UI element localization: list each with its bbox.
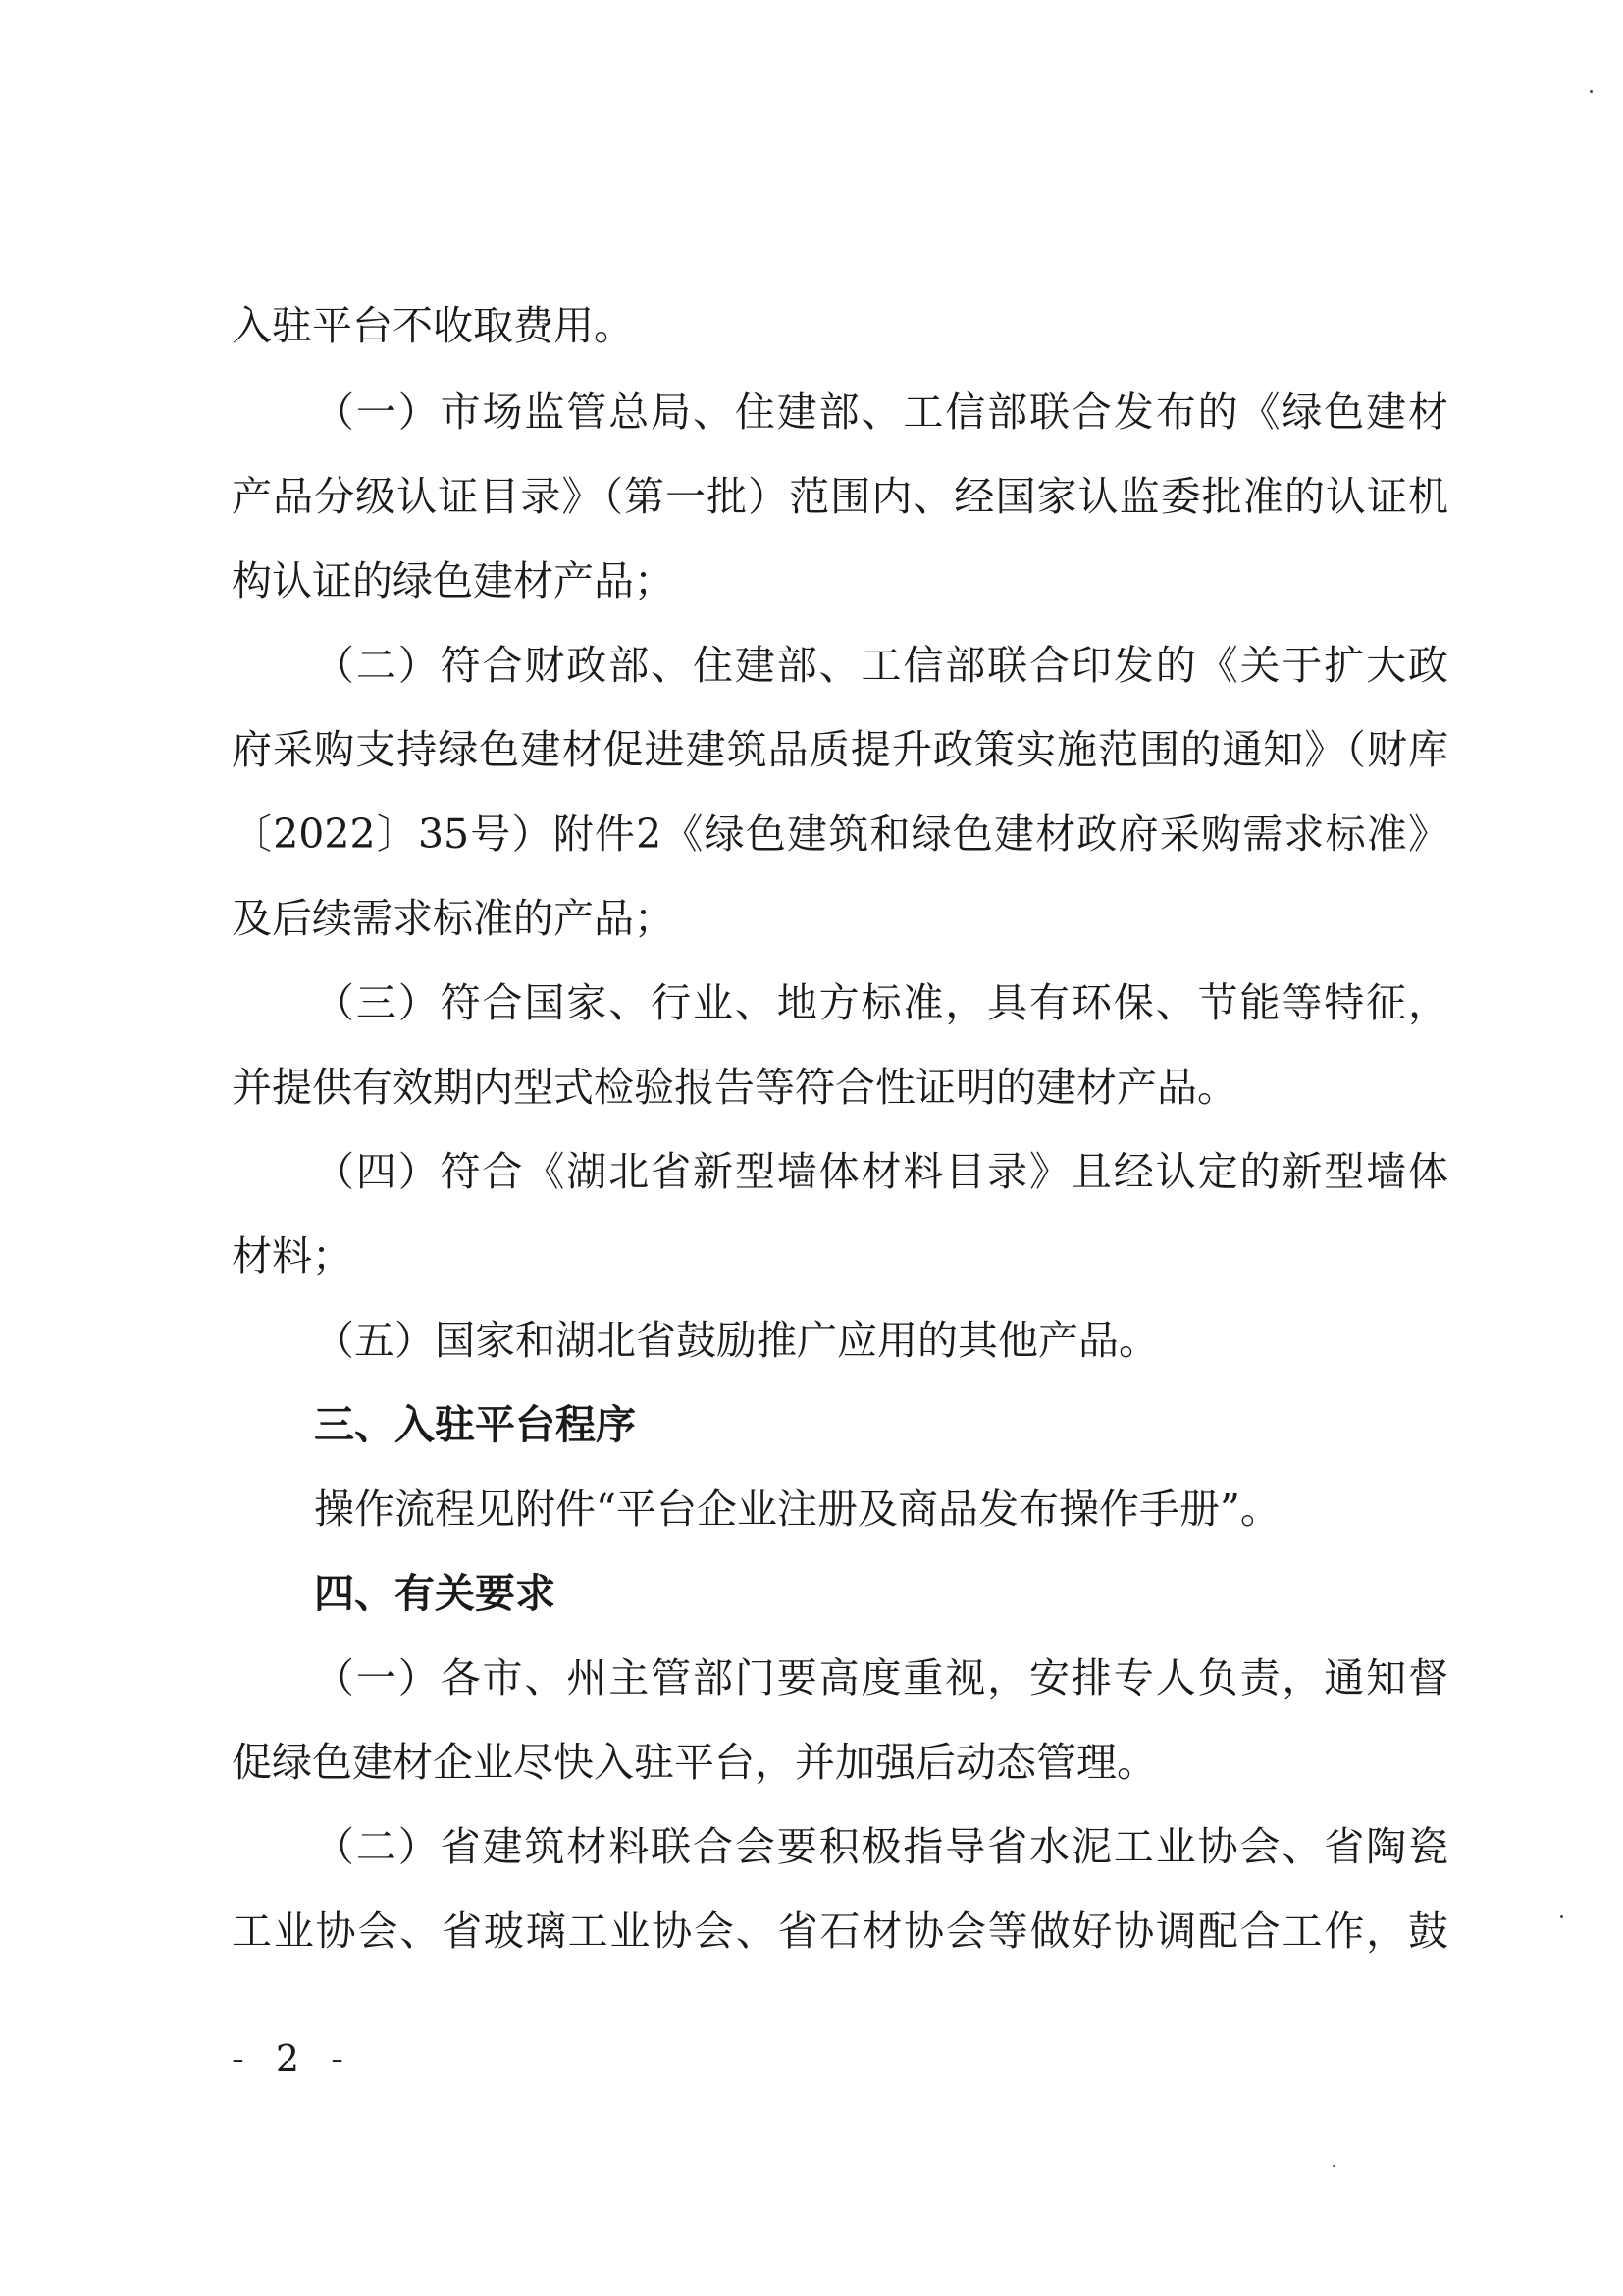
paragraph-line: 〔2022〕35号）附件2《绿色建筑和绿色建材政府采购需求标准》 xyxy=(232,810,1448,858)
paragraph-line: （一）市场监管总局、住建部、工信部联合发布的《绿色建材 xyxy=(314,389,1448,436)
paragraph-line: 及后续需求标准的产品； xyxy=(232,895,674,942)
paragraph-line: 工业协会、省玻璃工业协会、省石材协会等做好协调配合工作，鼓 xyxy=(232,1907,1448,1955)
paragraph-line: 府采购支持绿色建材促进建筑品质提升政策实施范围的通知》（财库 xyxy=(232,726,1448,773)
scan-speck xyxy=(1333,2165,1335,2167)
paragraph-line: 并提供有效期内型式检验报告等符合性证明的建材产品。 xyxy=(232,1064,1237,1111)
paragraph-line: （三）符合国家、行业、地方标准，具有环保、节能等特征， xyxy=(314,979,1448,1026)
paragraph-line: 产品分级认证目录》（第一批）范围内、经国家认监委批准的认证机 xyxy=(232,473,1448,520)
paragraph-line: （四）符合《湖北省新型墙体材料目录》且经认定的新型墙体 xyxy=(314,1148,1448,1195)
paragraph-line: （一）各市、州主管部门要高度重视，安排专人负责，通知督 xyxy=(314,1654,1448,1701)
paragraph-line: 材料； xyxy=(232,1232,352,1279)
paragraph-line: 促绿色建材企业尽快入驻平台，并加强后动态管理。 xyxy=(232,1739,1157,1786)
section-heading: 三、入驻平台程序 xyxy=(314,1401,636,1448)
paragraph-line: 入驻平台不收取费用。 xyxy=(232,302,634,349)
paragraph-line: （二）省建筑材料联合会要积极指导省水泥工业协会、省陶瓷 xyxy=(314,1823,1448,1870)
paragraph-line: 操作流程见附件“平台企业注册及商品发布操作手册”。 xyxy=(314,1486,1281,1533)
page-number: - 2 - xyxy=(232,2037,354,2080)
paragraph-line: （五）国家和湖北省鼓励推广应用的其他产品。 xyxy=(314,1317,1159,1364)
paragraph-line: 构认证的绿色建材产品； xyxy=(232,557,674,604)
paragraph-line: （二）符合财政部、住建部、工信部联合印发的《关于扩大政 xyxy=(314,642,1448,689)
section-heading: 四、有关要求 xyxy=(314,1570,555,1617)
scan-speck xyxy=(1590,90,1593,93)
scan-speck xyxy=(1560,1915,1563,1918)
